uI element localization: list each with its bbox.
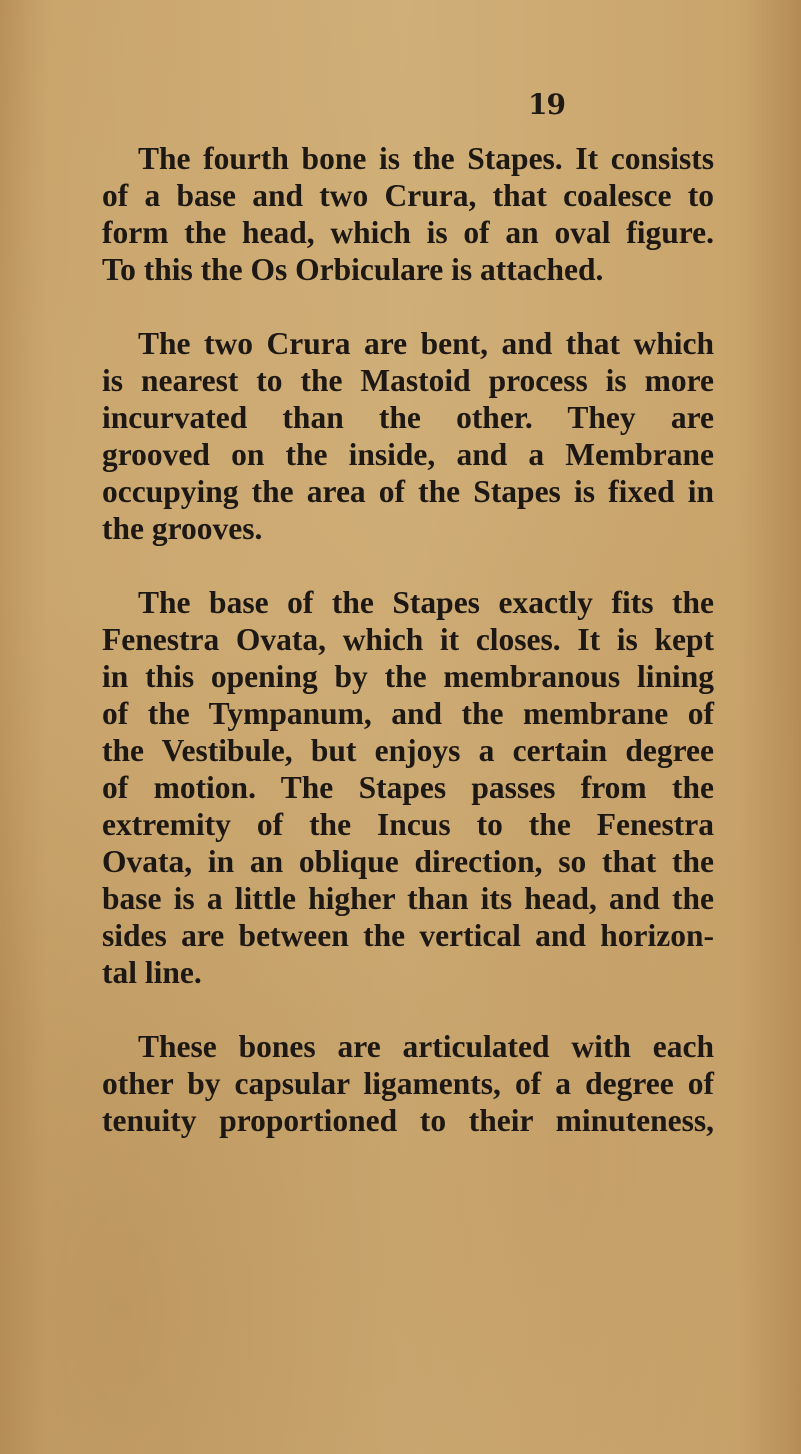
text-line: These bones are articulated with each <box>138 1029 714 1064</box>
text-line: in this opening by the membranous lining <box>102 659 714 694</box>
text-line: The fourth bone is the Stapes. It consists <box>138 141 714 176</box>
paragraph-3 <box>102 584 714 991</box>
text-line: of the Tympanum, and the membrane of <box>102 696 714 731</box>
text-line: form the head, which is of an oval figure. <box>102 215 714 250</box>
text-line: extremity of the Incus to the Fenestra <box>102 807 714 842</box>
text-line: Fenestra Ovata, which it closes. It is kept <box>102 622 714 657</box>
text-line: incurvated than the other. They are <box>102 400 714 435</box>
body-text <box>102 140 714 1176</box>
page-number: 19 <box>528 88 565 121</box>
text-line: is nearest to the Mastoid process is more <box>102 363 714 398</box>
text-line: of motion. The Stapes passes from the <box>102 770 714 805</box>
text-line: The two Crura are bent, and that which <box>138 326 714 361</box>
text-line: tal line. <box>102 955 202 990</box>
text-line: the grooves. <box>102 511 263 546</box>
text-line: grooved on the inside, and a Membrane <box>102 437 714 472</box>
text-line: the Vestibule, but enjoys a certain degree <box>102 733 714 768</box>
text-line: occupying the area of the Stapes is fixed in <box>102 474 714 509</box>
text-line: other by capsular ligaments, of a degree of <box>102 1066 714 1101</box>
text-line: The base of the Stapes exactly fits the <box>138 585 714 620</box>
text-line: base is a little higher than its head, and the <box>102 881 714 916</box>
text-line: of a base and two Crura, that coalesce to <box>102 178 714 213</box>
text-line: Ovata, in an oblique direction, so that the <box>102 844 714 879</box>
text-line: To this the Os Orbiculare is attached. <box>102 252 604 287</box>
text-line: tenuity proportioned to their minuteness, <box>102 1103 714 1138</box>
paragraph-1 <box>102 140 714 288</box>
paragraph-2 <box>102 325 714 547</box>
paragraph-4 <box>102 1028 714 1139</box>
text-line: sides are between the vertical and horizon- <box>102 918 714 953</box>
